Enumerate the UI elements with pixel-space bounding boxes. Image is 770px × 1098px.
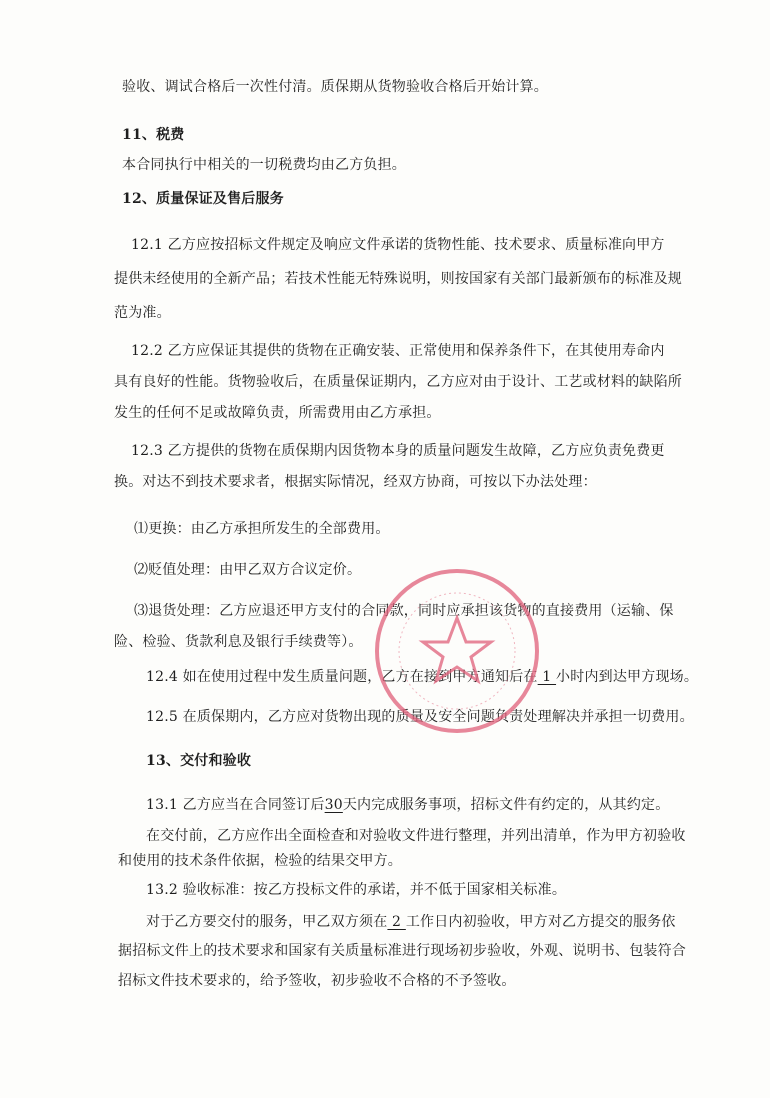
text-line: 和使用的技术条件依据，检验的结果交甲方。 [118,853,402,869]
section-heading-12: 12、质量保证及售后服务 [122,191,284,207]
text-line: 13.2 验收标准：按乙方投标文件的承诺，并不低于国家相关标准。 [146,882,567,898]
text-line: 招标文件技术要求的，给予签收，初步验收不合格的不予签收。 [118,973,516,989]
text-line [146,795,669,815]
filled-blank: 30 [324,797,343,813]
text-line: 发生的任何不足或故障负责，所需费用由乙方承担。 [114,405,441,421]
text-line: 在交付前，乙方应作出全面检查和对验收文件进行整理，并列出清单，作为甲方初验收 [146,828,686,844]
text-line: 12.1 乙方应按招标文件规定及响应文件承诺的货物性能、技术要求、质量标准向甲方 [131,237,665,253]
text-segment: 天内完成服务事项，招标文件有约定的，从其约定。 [342,797,670,813]
text-segment: 小时内到达甲方现场。 [556,669,699,685]
text-line: 范为准。 [114,305,171,321]
text-line: 险、检验、货款利息及银行手续费等）。 [114,634,363,650]
text-segment: 工作日内初验收，甲方对乙方提交的服务依 [405,914,676,930]
list-item: ⑶退货处理：乙方应退还甲方支付的合同款，同时应承担该货物的直接费用（运输、保 [134,603,674,619]
filled-blank: 2 [387,914,406,930]
section-heading-11: 11、税费 [122,127,185,143]
text-line: 换。对达不到技术要求者，根据实际情况，经双方协商，可按以下办法处理： [114,474,597,490]
text-segment: 对于乙方要交付的服务，甲乙双方须在 [146,914,388,930]
text-segment: 13.1 乙方应当在合同签订后 [146,797,325,813]
text-line: 提供未经使用的全新产品；若技术性能无特殊说明，则按国家有关部门最新颁布的标准及规 [114,271,682,287]
list-item: ⑴更换：由乙方承担所发生的全部费用。 [134,521,390,537]
list-item: ⑵贬值处理：由甲乙双方合议定价。 [134,562,362,578]
text-line: 12.2 乙方应保证其提供的货物在正确安装、正常使用和保养条件下，在其使用寿命内 [131,343,665,359]
text-segment: 12.4 如在使用过程中发生质量问题，乙方在接到甲方通知后在 [146,669,538,685]
filled-blank: 1 [537,669,557,685]
text-line: 据招标文件上的技术要求和国家有关质量标准进行现场初步验收，外观、说明书、包装符合 [118,943,686,959]
text-line: 12.3 乙方提供的货物在质保期内因货物本身的质量问题发生故障，乙方应负责免费更 [131,443,665,459]
text-line: 验收、调试合格后一次性付清。质保期从货物验收合格后开始计算。 [122,79,548,95]
section-heading-13: 13、交付和验收 [146,753,252,769]
text-line: 具有良好的性能。货物验收后，在质量保证期内，乙方应对由于设计、工艺或材料的缺陷所 [114,374,682,390]
text-line: 12.5 在质保期内，乙方应对货物出现的质量及安全问题负责处理解决并承担一切费用。 [146,709,694,725]
text-line [146,912,676,932]
text-line [146,667,698,687]
text-line: 本合同执行中相关的一切税费均由乙方负担。 [122,157,406,173]
